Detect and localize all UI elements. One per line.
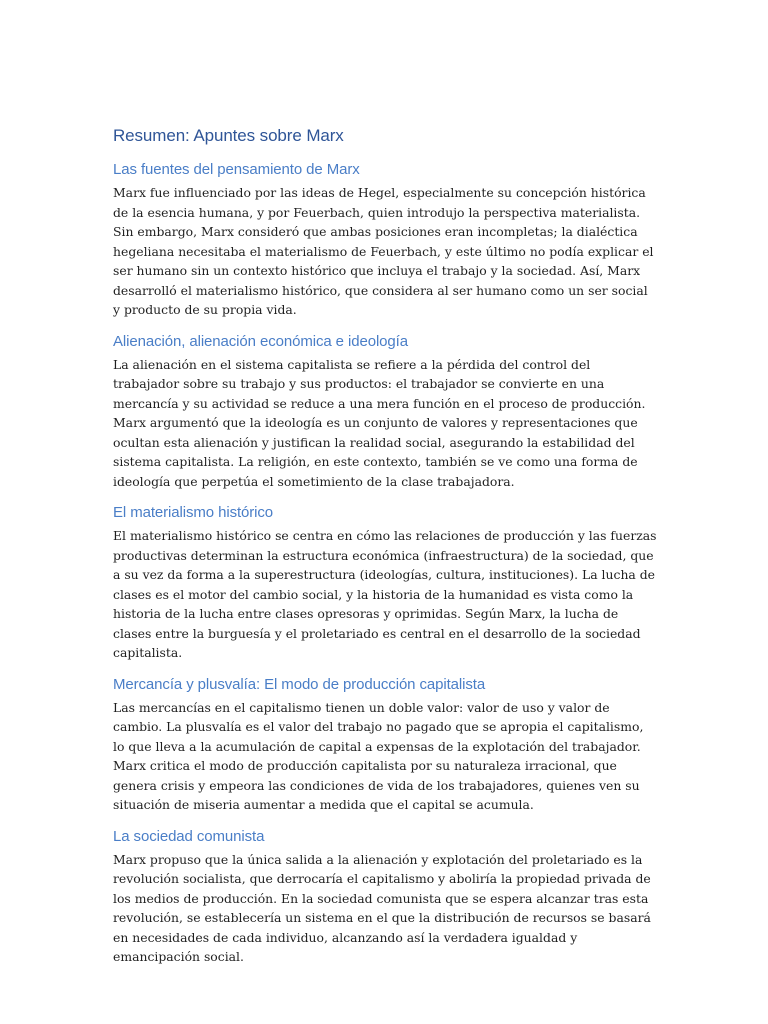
section-fuentes xyxy=(113,160,658,320)
section-paragraph: Marx propuso que la única salida a la alienación y explotación del proletariado es la revolución socialista, que derrocaría el capitalismo y aboliría la propiedad privada de los medios de producción. En la sociedad comunista que se espera alcanzar tras esta revolución, se establecería un sistema en el que la distribución de recursos se basará en necesidades de cada individuo, alcanzando así la verdadera igualdad y emancipación social. xyxy=(113,851,651,964)
section-mercancia xyxy=(113,675,658,815)
section-heading: La sociedad comunista xyxy=(113,827,265,845)
section-paragraph: Marx fue influenciado por las ideas de Hegel, especialmente su concepción histórica de la esencia humana, y por Feuerbach, quien introdujo la perspectiva materialista. Sin embargo, Marx consideró que ambas posiciones eran incompletas; la dialéctica hegeliana necesitaba el materialismo de Feuerbach, y este último no podía explicar el ser humano sin un contexto histórico que incluya el trabajo y la sociedad. Así, Marx desarrolló el materialismo histórico, que considera al ser humano como un ser social y producto de su propia vida. xyxy=(113,185,654,317)
section-paragraph: La alienación en el sistema capitalista se refiere a la pérdida del control del trabajador sobre su trabajo y sus productos: el trabajador se convierte en una mercancía y su actividad se reduce a una mera función en el proceso de producción. Marx argumentó que la ideología es un conjunto de valores y representaciones que ocultan esta alienación y justifican la realidad social, asegurando la estabilidad del sistema capitalista. La religión, en este contexto, también se ve como una forma de ideología que perpetúa el sometimiento de la clase trabajadora. xyxy=(113,356,646,489)
section-paragraph: Las mercancías en el capitalismo tienen un doble valor: valor de uso y valor de cambio. La plusvalía es el valor del trabajo no pagado que se apropia el capitalismo, lo que lleva a la acumulación de capital a expensas de la explotación del trabajador. Marx critica el modo de producción capitalista por su naturaleza irracional, que genera crisis y empeora las condiciones de vida de los trabajadores, quienes ven su situación de miseria aumentar a medida que el capital se acumula. xyxy=(113,699,644,812)
section-heading: Las fuentes del pensamiento de Marx xyxy=(113,161,360,178)
section-sociedad-comunista xyxy=(113,827,658,967)
section-heading: Alienación, alienación económica e ideología xyxy=(113,332,408,350)
section-heading: Mercancía y plusvalía: El modo de producción capitalista xyxy=(113,675,486,693)
section-paragraph: El materialismo histórico se centra en cómo las relaciones de producción y las fuerzas productivas determinan la estructura económica (infraestructura) de la sociedad, que a su vez da forma a la superestructura (ideologías, cultura, instituciones). La lucha de clases es el motor del cambio social, y la historia de la humanidad es vista como la historia de la lucha entre clases opresoras y oprimidas. Según Marx, la lucha de clases entre la burguesía y el proletariado es central en el desarrollo de la sociedad capitalista. xyxy=(113,528,657,660)
section-heading: El materialismo histórico xyxy=(113,504,274,521)
section-alienacion xyxy=(113,332,658,492)
document-page xyxy=(113,124,658,979)
document-title: Resumen: Apuntes sobre Marx xyxy=(113,126,344,145)
section-materialismo xyxy=(113,503,658,663)
